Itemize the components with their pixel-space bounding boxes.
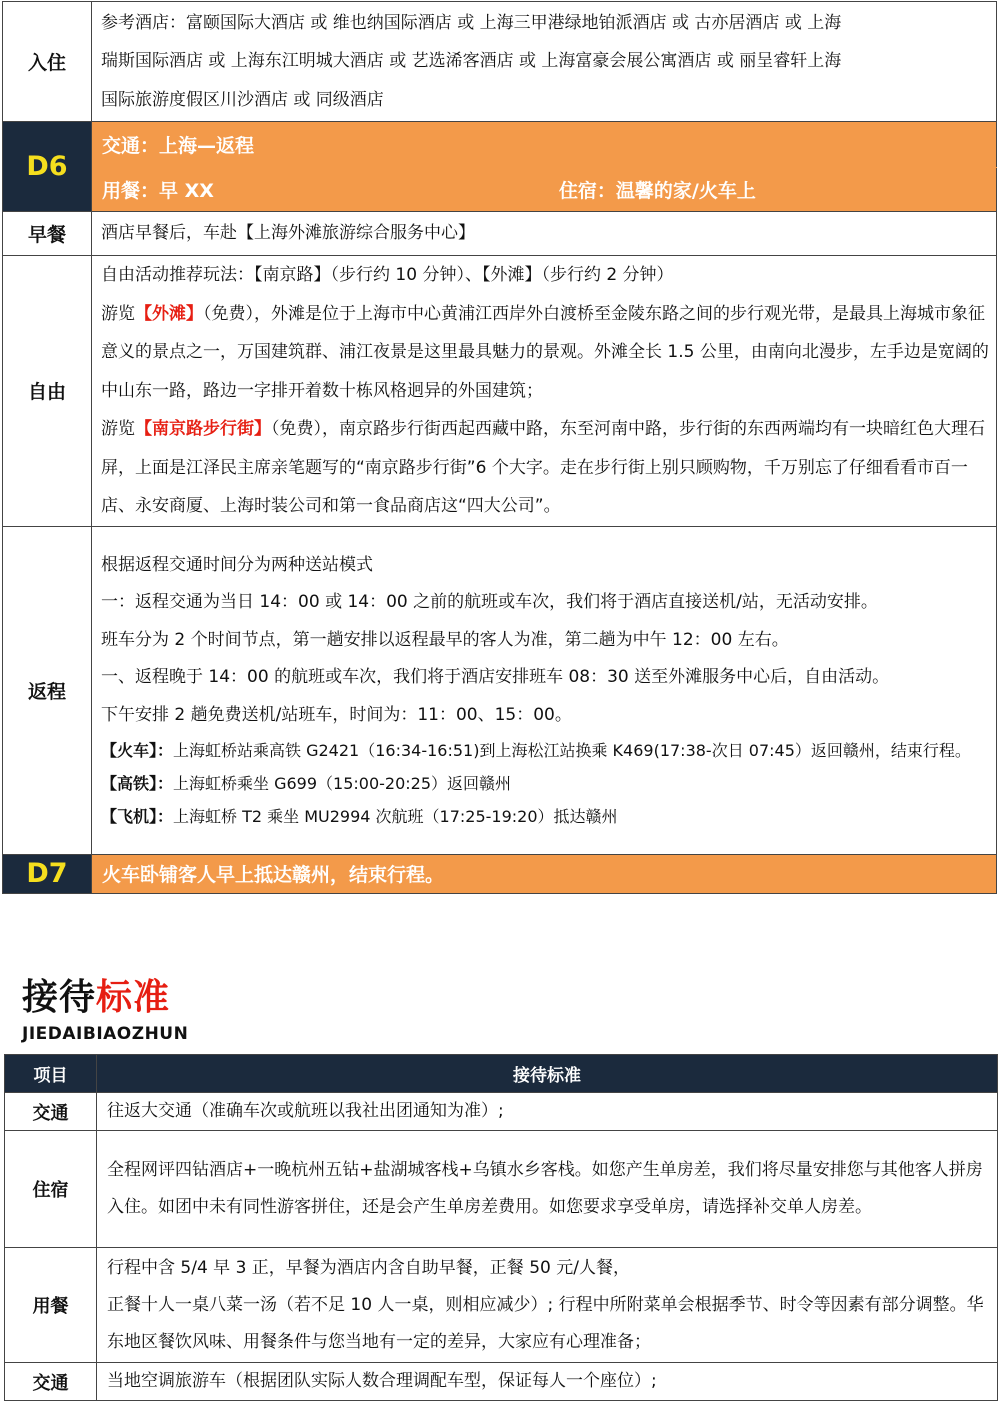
row-text: 往返大交通（准确车次或航班以我社出团通知为准）; xyxy=(97,1093,998,1131)
breakfast-text: 酒店早餐后，车赴【上海外滩旅游综合服务中心】 xyxy=(92,212,997,256)
row-text: 全程网评四钻酒店+一晚杭州五钻+盐湖城客栈+乌镇水乡客栈。如您产生单房差，我们将尽量安排您与其他客人拼房入住。如团中未有同性游客拼住，还是会产生单房差费用。如您要求享受单房，请选择补交单人房差。 xyxy=(97,1131,998,1248)
standards-table xyxy=(4,1054,998,1401)
bund-name: 【外滩】 xyxy=(135,303,203,324)
checkin-hotels xyxy=(92,2,997,122)
train-option: 【火车】：上海虹桥站乘高铁 G2421（16:34-16:51)到上海松江站换乘 K469(17:38-次日 07:45）返回赣州，结束行程。 xyxy=(101,741,971,761)
nanjing-road-name: 【南京路步行街】 xyxy=(135,419,271,439)
hotel-line: 国际旅游度假区川沙酒店 或 同级酒店 xyxy=(101,89,384,110)
flight-option: 【飞机】：上海虹桥 T2 乘坐 MU2994 次航班（17:25-19:20）抵达赣州 xyxy=(101,807,618,827)
day-badge-d6: D6 xyxy=(3,122,92,212)
return-line: 一：返程交通为当日 14：00 或 14：00 之前的航班或车次，我们将于酒店直接送机/站，无活动安排。 xyxy=(101,592,878,613)
hotel-line: 参考酒店：富颐国际大酒店 或 维也纳国际酒店 或 上海三甲港绿地铂派酒店 或 古亦居酒店 或 上海 xyxy=(101,12,842,33)
section-subtitle: JIEDAIBIAOZHUN xyxy=(22,1024,189,1044)
row-label: 住宿 xyxy=(5,1131,97,1248)
return-line: 班车分为 2 个时间节点，第一趟安排以返程最早的客人为准，第二趟为中午 12：00 左右。 xyxy=(101,629,789,650)
return-line: 下午安排 2 趟免费送机/站班车，时间为：11：00、15：00。 xyxy=(101,704,572,725)
free-intro: 自由活动推荐玩法：【南京路】（步行约 10 分钟）、【外滩】（步行约 2 分钟） xyxy=(101,265,674,285)
bund-paragraph: 游览【外滩】（免费），外滩是位于上海市中心黄浦江西岸外白渡桥至金陵东路之间的步行观光带，是最具上海城市象征意义的景点之一，万国建筑群、浦江夜景是这里最具魅力的景观。外滩全长 1.5 公里，由南向北漫步，左手边是宽阔的中山东一路，路边一字排开着数十栋风格迥异的外国建筑； xyxy=(101,303,989,401)
hsr-option: 【高铁】：上海虹桥乘坐 G699（15:00-20:25）返回赣州 xyxy=(101,774,512,794)
return-label: 返程 xyxy=(3,526,92,854)
d6-meals-lodging xyxy=(92,168,997,212)
row-label: 交通 xyxy=(5,1093,97,1131)
d7-text: 火车卧铺客人早上抵达赣州，结束行程。 xyxy=(92,854,997,893)
free-activity xyxy=(92,256,997,527)
return-details xyxy=(92,526,997,854)
table-row xyxy=(5,1248,998,1363)
table-header xyxy=(5,1055,998,1093)
return-line: 根据返程交通时间分为两种送站模式 xyxy=(101,554,373,575)
section-title: 接待标准 xyxy=(22,977,171,1018)
nanjing-road-paragraph: 游览【南京路步行街】（免费），南京路步行街西起西藏中路，东至河南中路，步行街的东西两端均有一块暗红色大理石屏，上面是江泽民主席亲笔题写的“南京路步行街”6 个大字。走在步行街上别只顾购物，千万别忘了仔细看看市百一店、永安商厦、上海时装公司和第一食品商店这“四大公司”。 xyxy=(101,419,985,516)
row-text: 当地空调旅游车（根据团队实际人数合理调配车型，保证每人一个座位）; xyxy=(97,1363,998,1401)
row-text: 行程中含 5/4 早 3 正，早餐为酒店内含自助早餐，正餐 50 元/人餐， 正餐十人一桌八菜一汤（若不足 10 人一桌，则相应减少）; 行程中所附菜单会根据季节、时令等因素有部分调整。华东地区餐饮风味、用餐条件与您当地有一定的差异，大家应有心理准备； xyxy=(97,1248,998,1363)
d6-transport: 交通：上海—返程 xyxy=(92,122,997,168)
itinerary-table xyxy=(2,1,997,894)
breakfast-label: 早餐 xyxy=(3,212,92,256)
checkin-label: 入住 xyxy=(3,2,92,122)
free-label: 自由 xyxy=(3,256,92,527)
hotel-line: 瑞斯国际酒店 或 上海东江明城大酒店 或 艺选浠客酒店 或 上海富豪会展公寓酒店 或 丽呈睿轩上海 xyxy=(101,51,842,72)
col-item-header: 项目 xyxy=(5,1055,97,1093)
row-label: 用餐 xyxy=(5,1248,97,1363)
row-label: 交通 xyxy=(5,1363,97,1401)
d6-meals: 用餐：早 XX xyxy=(102,180,214,202)
col-standard-header: 接待标准 xyxy=(97,1055,998,1093)
d6-lodging: 住宿：温馨的家/火车上 xyxy=(558,180,756,202)
table-row xyxy=(5,1131,998,1248)
return-line: 一、返程晚于 14：00 的航班或车次，我们将于酒店安排班车 08：30 送至外滩服务中心后，自由活动。 xyxy=(101,667,890,688)
day-badge-d7: D7 xyxy=(3,854,92,893)
table-row xyxy=(5,1093,998,1131)
